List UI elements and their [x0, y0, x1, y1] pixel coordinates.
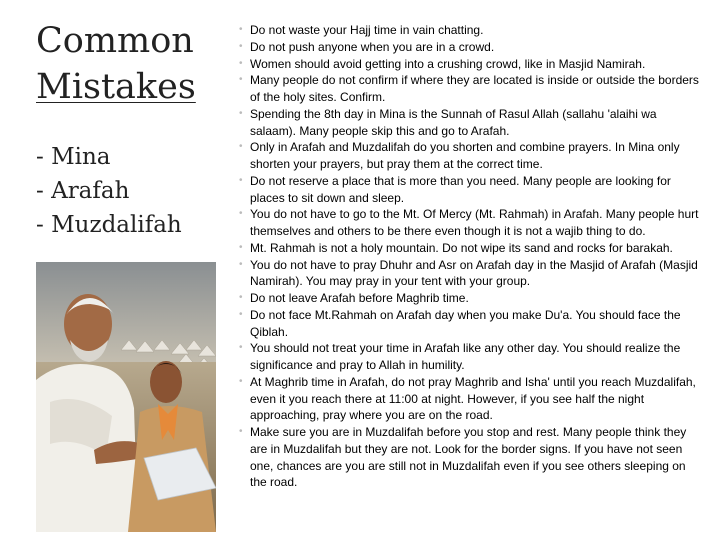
list-item: • Do not waste your Hajj time in vain chatting.	[233, 22, 705, 39]
list-item: • You should not treat your time in Arafah like any other day. You should realize the significance and pray to Allah in humility.	[233, 340, 705, 374]
list-item: • You do not have to go to the Mt. Of Mercy (Mt. Rahmah) in Arafah. Many people hurt themselves and others to be there even though it is not a wajib thing to do.	[233, 206, 705, 240]
mistakes-list	[233, 22, 705, 491]
list-item: • Do not reserve a place that is more than you need. Many people are looking for places to sit down and sleep.	[233, 173, 705, 207]
subtitle-item-mina: - Mina	[36, 144, 111, 170]
list-item: • Do not leave Arafah before Maghrib time.	[233, 290, 705, 307]
list-item: • Only in Arafah and Muzdalifah do you shorten and combine prayers. In Mina only shorten your prayers, but pray them at the correct time.	[233, 139, 705, 173]
list-item: • At Maghrib time in Arafah, do not pray Maghrib and Isha' until you reach Muzdalifah, even it you reach there at 11:00 at night. However, if you see half the night approaching, pray where you are on the road.	[233, 374, 705, 424]
title-line-2: Mistakes	[36, 67, 196, 107]
pilgrims-photo-illustration	[36, 262, 216, 532]
slide-title	[36, 18, 226, 110]
subtitle-item-muzdalifah: - Muzdalifah	[36, 212, 182, 238]
list-item: • Do not face Mt.Rahmah on Arafah day when you make Du'a. You should face the Qiblah.	[233, 307, 705, 341]
pilgrims-photo	[36, 262, 216, 532]
list-item: • Women should avoid getting into a crushing crowd, like in Masjid Namirah.	[233, 56, 705, 73]
title-line-1: Common	[36, 21, 194, 61]
list-item: • Many people do not confirm if where they are located is inside or outside the borders of the holy sites. Confirm.	[233, 72, 705, 106]
list-item: • You do not have to pray Dhuhr and Asr on Arafah day in the Masjid of Arafah (Masjid Namirah). You may pray in your tent with your group.	[233, 257, 705, 291]
subtitle-item-arafah: - Arafah	[36, 178, 130, 204]
list-item: • Mt. Rahmah is not a holy mountain. Do not wipe its sand and rocks for barakah.	[233, 240, 705, 257]
subtitle-list	[36, 140, 226, 242]
list-item: • Make sure you are in Muzdalifah before you stop and rest. Many people think they are in Muzdalifah but they are not. Look for the border signs. If you have not seen one, chances are you are still not in Muzdalifah even if you see others sleeping on the road.	[233, 424, 705, 491]
list-item: • Spending the 8th day in Mina is the Sunnah of Rasul Allah (sallahu 'alaihi wa salaam). Many people skip this and go to Arafah.	[233, 106, 705, 140]
list-item: • Do not push anyone when you are in a crowd.	[233, 39, 705, 56]
